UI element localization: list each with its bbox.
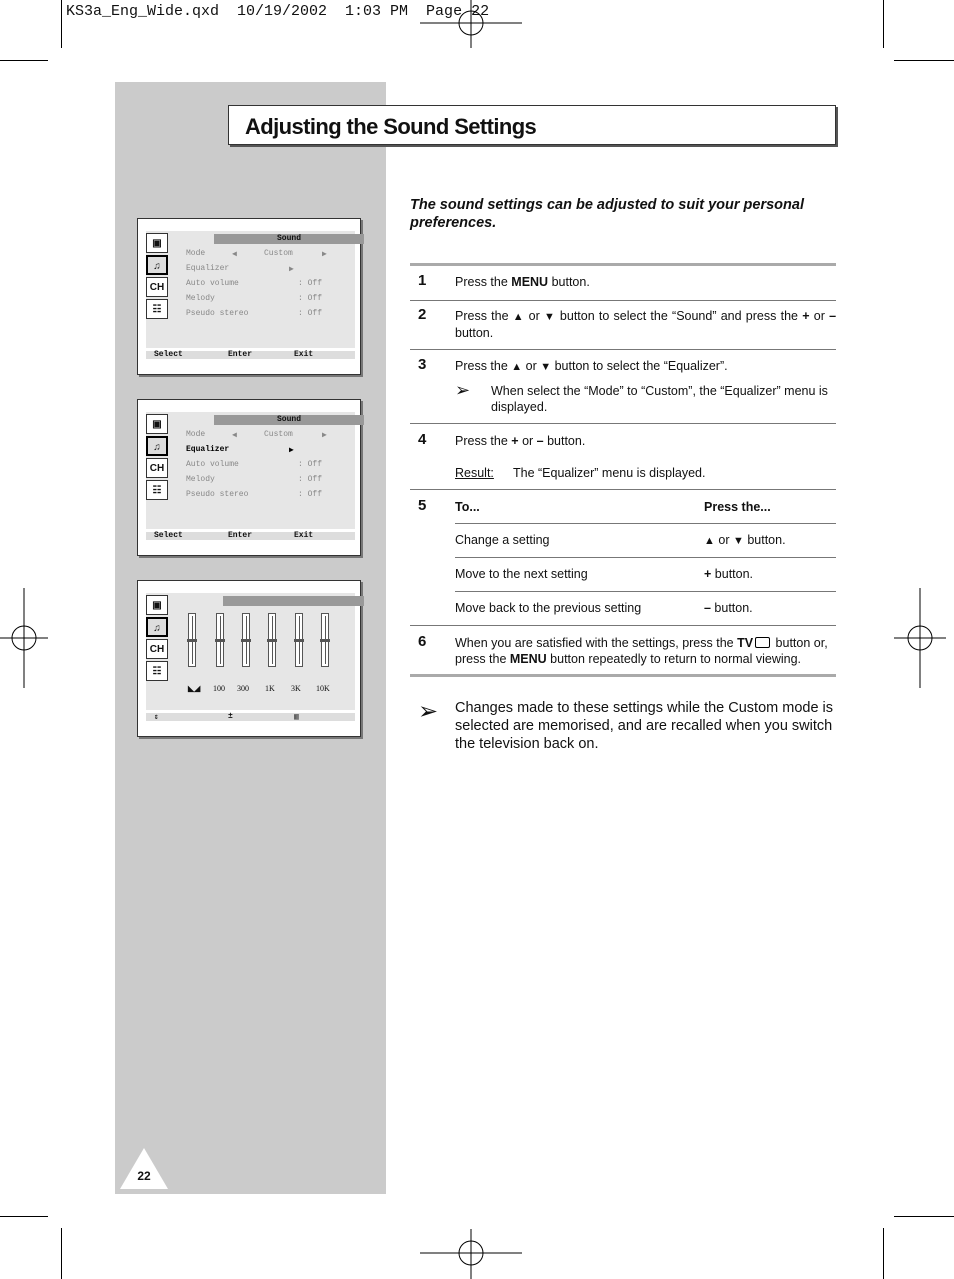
tv-picture-icon: ▣	[146, 595, 168, 615]
setup-icon: ☷	[146, 661, 168, 681]
down-arrow-icon: ▼	[732, 535, 744, 547]
registration-mark-left	[0, 588, 48, 688]
select-label: Select	[154, 531, 183, 540]
final-note: Changes made to these settings while the Custom mode is selected are memorised, and are recalled when you switch the television back on.	[455, 700, 834, 752]
enter-icon: ±	[228, 712, 233, 721]
osd-mode-value: Custom	[264, 249, 293, 258]
osd-panel	[146, 412, 355, 529]
osd-row-auto-volume: Auto volume	[186, 279, 239, 288]
osd-auto-volume-value: : Off	[298, 279, 323, 288]
intro-text: The sound settings can be adjusted to suit your personal preferences.	[410, 197, 804, 231]
select-label: Select	[154, 350, 183, 359]
osd-row-pseudo-stereo: Pseudo stereo	[186, 309, 249, 318]
row-rule	[410, 489, 836, 490]
table-bottom-rule	[410, 674, 836, 677]
exit-label: Exit	[294, 350, 314, 359]
note-arrow-icon: ➢	[418, 698, 439, 725]
eq-slider-100	[216, 613, 224, 667]
osd-mode-value: Custom	[264, 430, 293, 439]
step-1-text: Press the MENU button.	[455, 275, 590, 289]
step-number: 4	[418, 431, 427, 448]
osd-row-melody: Melody	[186, 475, 215, 484]
table-row: Change a setting	[455, 533, 550, 547]
osd-panel	[146, 593, 355, 710]
osd-row-mode: Mode	[186, 249, 206, 258]
crop-mark	[0, 1216, 48, 1217]
row-rule	[455, 591, 836, 592]
result-label: Result:	[455, 466, 494, 480]
step-number: 1	[418, 272, 427, 289]
tv-button-icon	[755, 637, 770, 648]
osd-screen-sound	[137, 218, 361, 375]
step-3-text: Press the ▲ or ▼ button to select the “Equalizer”.	[455, 359, 728, 373]
osd-icon-strip	[146, 414, 170, 502]
col-header-press: Press the...	[704, 500, 771, 514]
left-arrow-icon: ◀	[232, 250, 237, 259]
step-number: 5	[418, 497, 427, 514]
eq-slider-300	[242, 613, 250, 667]
osd-row-equalizer: Equalizer	[186, 264, 230, 273]
row-rule	[410, 423, 836, 424]
eq-slider-1k	[268, 613, 276, 667]
page-number-badge	[118, 1146, 170, 1190]
osd-screen-equalizer-selected	[137, 399, 361, 556]
balance-icon: ◣◢	[188, 684, 201, 693]
down-arrow-icon: ▼	[544, 311, 556, 323]
title-box	[228, 105, 836, 145]
table-row-button: – button.	[704, 601, 753, 615]
enter-label: Enter	[228, 531, 253, 540]
crop-mark	[0, 60, 48, 61]
channel-icon: CH	[146, 458, 168, 478]
up-arrow-icon: ▲	[512, 311, 525, 323]
osd-pseudo-stereo-value: : Off	[298, 490, 323, 499]
osd-melody-value: : Off	[298, 294, 323, 303]
left-arrow-icon: ◀	[232, 431, 237, 440]
registration-mark-right	[894, 588, 946, 688]
channel-icon: CH	[146, 277, 168, 297]
note-arrow-icon: ➢	[455, 380, 471, 400]
tv-picture-icon: ▣	[146, 414, 168, 434]
table-row: Move to the next setting	[455, 567, 588, 581]
osd-menu-title: Sound	[214, 234, 364, 244]
right-arrow-icon: ▶	[289, 265, 294, 274]
page-title: Adjusting the Sound Settings	[245, 114, 537, 139]
eq-band-label: 300	[237, 684, 249, 693]
up-arrow-icon: ▲	[704, 535, 715, 547]
crop-mark	[61, 1228, 62, 1279]
eq-balance-slider	[188, 613, 196, 667]
crop-mark	[61, 0, 62, 48]
row-rule	[455, 523, 836, 524]
col-header-to: To...	[455, 500, 480, 514]
exit-icon: ▥	[294, 713, 299, 722]
eq-slider-3k	[295, 613, 303, 667]
crop-mark	[894, 1216, 954, 1217]
setup-icon: ☷	[146, 299, 168, 319]
row-rule	[410, 349, 836, 350]
eq-band-label: 1K	[265, 684, 275, 693]
registration-mark-bottom	[420, 1229, 522, 1279]
eq-band-label: 3K	[291, 684, 301, 693]
right-arrow-icon: ▶	[289, 446, 294, 455]
right-arrow-icon: ▶	[322, 431, 327, 440]
exit-label: Exit	[294, 531, 314, 540]
osd-footer	[146, 532, 355, 540]
step-number: 6	[418, 633, 427, 650]
step-6-text: When you are satisfied with the settings, press the TV button or, press the MENU button repeatedly to return to normal viewing.	[455, 636, 828, 666]
enter-label: Enter	[228, 350, 253, 359]
osd-footer	[146, 351, 355, 359]
osd-auto-volume-value: : Off	[298, 460, 323, 469]
row-rule	[410, 625, 836, 626]
eq-slider-10k	[321, 613, 329, 667]
down-arrow-icon: ▼	[540, 361, 552, 373]
table-row-button: ▲ or ▼ button.	[704, 533, 786, 547]
osd-row-pseudo-stereo: Pseudo stereo	[186, 490, 249, 499]
osd-footer	[146, 713, 355, 721]
table-row: Move back to the previous setting	[455, 601, 642, 615]
sound-icon: ♫	[146, 617, 168, 637]
osd-row-equalizer-highlighted: Equalizer	[186, 445, 230, 454]
result-text: The “Equalizer” menu is displayed.	[513, 466, 706, 480]
crop-mark	[894, 60, 954, 61]
select-icon: ⇕	[154, 713, 159, 722]
step-number: 3	[418, 356, 427, 373]
osd-melody-value: : Off	[298, 475, 323, 484]
page-number: 22	[137, 1169, 151, 1183]
step-3-note: When select the “Mode” to “Custom”, the “Equalizer” menu is displayed.	[491, 384, 828, 414]
table-row-button: + button.	[704, 567, 754, 581]
setup-icon: ☷	[146, 480, 168, 500]
osd-icon-strip	[146, 233, 170, 321]
registration-mark-top	[420, 0, 522, 48]
channel-icon: CH	[146, 639, 168, 659]
sound-icon: ♫	[146, 255, 168, 275]
osd-menu-title: Sound	[214, 415, 364, 425]
tv-picture-icon: ▣	[146, 233, 168, 253]
crop-mark	[883, 0, 884, 48]
eq-band-label: 10K	[316, 684, 330, 693]
up-arrow-icon: ▲	[511, 361, 523, 373]
osd-icon-strip	[146, 595, 170, 683]
step-number: 2	[418, 306, 427, 323]
osd-row-auto-volume: Auto volume	[186, 460, 239, 469]
row-rule	[410, 300, 836, 301]
table-top-rule	[410, 263, 836, 266]
eq-band-label: 100	[213, 684, 225, 693]
right-arrow-icon: ▶	[322, 250, 327, 259]
osd-panel	[146, 231, 355, 348]
sound-icon: ♫	[146, 436, 168, 456]
print-header: KS3a_Eng_Wide.qxd 10/19/2002 1:03 PM Page 22	[66, 3, 490, 20]
osd-screen-equalizer	[137, 580, 361, 737]
crop-mark	[883, 1228, 884, 1279]
step-4-text: Press the + or – button.	[455, 434, 586, 448]
osd-row-mode: Mode	[186, 430, 206, 439]
row-rule	[455, 557, 836, 558]
osd-pseudo-stereo-value: : Off	[298, 309, 323, 318]
osd-menu-title-bar	[223, 596, 364, 606]
step-2-text: Press the ▲ or ▼ button to select the “Sound” and press the + or – button.	[455, 309, 837, 340]
osd-row-melody: Melody	[186, 294, 215, 303]
